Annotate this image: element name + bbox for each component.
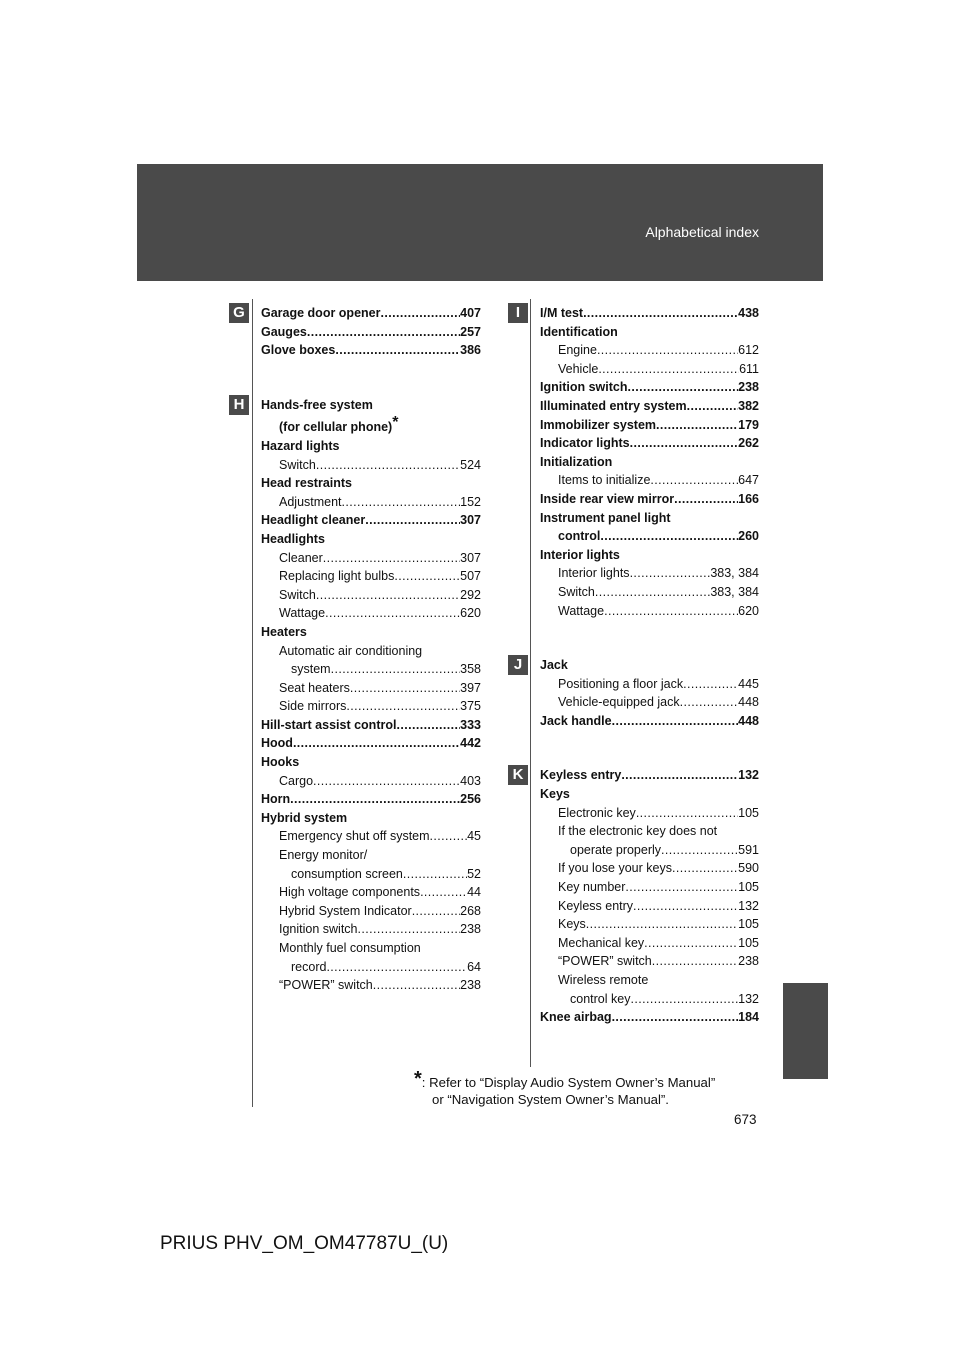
entry-page-ref: 524 [460, 457, 481, 472]
dot-leader [672, 859, 738, 878]
entry-term: Hybrid system [261, 810, 348, 825]
entry-term: Seat heaters [279, 680, 350, 695]
entry-page-ref: 407 [460, 306, 481, 320]
entry-page-ref: 105 [738, 880, 759, 895]
dot-leader [326, 958, 467, 977]
entry-page-ref: 383, 384 [710, 584, 759, 599]
entry-page-ref: 448 [738, 713, 759, 728]
index-entry [540, 416, 759, 435]
entry-term: Mechanical key [558, 935, 645, 950]
dot-leader [625, 878, 738, 897]
dot-leader [650, 471, 738, 490]
entry-term: If the electronic key does not [558, 824, 718, 839]
entry-term: I/M test [540, 306, 584, 320]
dot-leader [358, 920, 461, 939]
dot-leader [630, 564, 711, 583]
entry-term: Headlights [261, 531, 325, 546]
entry-term: Identification [540, 324, 618, 339]
index-entry [261, 809, 481, 828]
entry-page-ref: 166 [738, 491, 759, 506]
index-entry [540, 546, 759, 565]
entry-term: system [291, 662, 331, 677]
entry-term: Inside rear view mirror [540, 491, 675, 506]
entry-term: Keys [558, 917, 586, 932]
dot-leader [600, 527, 738, 546]
dot-leader [350, 679, 460, 698]
index-entry [261, 414, 481, 437]
entry-page-ref: 105 [738, 805, 759, 820]
index-entry [261, 604, 481, 623]
dot-leader [583, 304, 738, 323]
index-section-h [233, 395, 481, 995]
index-entry [540, 471, 759, 490]
entry-term: Hands-free system [261, 397, 373, 412]
entry-term: Interior lights [540, 547, 620, 562]
entry-term: control key [570, 991, 631, 1006]
index-entry [540, 304, 759, 323]
index-entry [540, 656, 759, 675]
entry-term: Hill-start assist control [261, 717, 397, 732]
entry-page-ref: 590 [738, 861, 759, 876]
index-entry [540, 878, 759, 897]
index-entry [261, 642, 481, 661]
dot-leader [316, 586, 460, 605]
section-letter-badge: K [508, 765, 528, 785]
entry-term: (for cellular phone) [279, 420, 393, 435]
entry-term: High voltage components [279, 885, 421, 900]
entry-term: Wireless remote [558, 973, 649, 987]
entry-page-ref: 307 [460, 550, 481, 565]
entry-page-ref: 132 [738, 898, 759, 913]
section-letter-badge: J [508, 655, 528, 675]
entry-term: Keyless entry [540, 768, 622, 783]
index-entry [540, 859, 759, 878]
entry-term: Glove boxes [261, 343, 336, 358]
dot-leader [412, 902, 460, 921]
index-entry [540, 712, 759, 731]
entry-page-ref: 238 [460, 978, 481, 993]
entry-term: Hazard lights [261, 438, 340, 453]
index-entry [261, 323, 481, 342]
entry-term: record [291, 959, 327, 974]
dot-leader [293, 734, 460, 753]
entry-page-ref: 448 [738, 695, 759, 710]
entry-term: Ignition switch [279, 922, 358, 937]
index-entry [261, 437, 481, 456]
entry-term: Horn [261, 792, 291, 807]
footnote-marker: * [414, 1068, 422, 1090]
document-id: PRIUS PHV_OM_OM47787U_(U) [160, 1233, 449, 1254]
entry-page-ref: 105 [738, 935, 759, 950]
dot-leader [342, 493, 461, 512]
dot-leader [586, 915, 738, 934]
entry-page-ref: 256 [460, 792, 481, 807]
entry-term: Initialization [540, 454, 613, 469]
index-entry [261, 976, 481, 995]
entry-term: Hooks [261, 755, 300, 770]
dot-leader [380, 304, 460, 323]
dot-leader [290, 790, 460, 809]
index-entry [261, 865, 481, 884]
footnote-line-2: or “Navigation System Owner’s Manual”. [432, 1091, 669, 1107]
index-entry [540, 766, 759, 785]
entry-term: Hood [261, 736, 293, 751]
entry-page-ref: 184 [738, 1010, 759, 1025]
dot-leader [325, 604, 460, 623]
entry-term: Key number [558, 880, 626, 895]
entry-term: Electronic key [558, 805, 636, 820]
dot-leader [396, 716, 460, 735]
index-entry [261, 679, 481, 698]
entry-term: Jack [540, 658, 568, 673]
dot-leader [661, 841, 738, 860]
entry-page-ref: 445 [738, 676, 759, 691]
index-entry [540, 804, 759, 823]
entry-page-ref: 620 [460, 606, 481, 621]
index-entry [540, 915, 759, 934]
section-title: Alphabetical index [645, 224, 759, 240]
entry-page-ref: 507 [460, 569, 481, 584]
index-entry [261, 511, 481, 530]
index-section-k [512, 766, 759, 1026]
entry-term: Cargo [279, 773, 314, 788]
entry-term: Immobilizer system [540, 417, 657, 432]
entry-page-ref: 260 [738, 529, 759, 544]
index-entry [261, 304, 481, 323]
entry-term: Headlight cleaner [261, 513, 366, 528]
right-index-column [512, 304, 759, 1027]
entry-term: Keyless entry [558, 898, 634, 913]
entry-page-ref: 358 [460, 662, 481, 677]
dot-leader [323, 549, 460, 568]
dot-leader [612, 712, 739, 731]
entry-term: Knee airbag [540, 1010, 612, 1025]
dot-leader [394, 567, 460, 586]
dot-leader [420, 883, 467, 902]
dot-leader [307, 323, 460, 342]
dot-leader [630, 434, 739, 453]
index-entry [261, 474, 481, 493]
thumb-index-tab [783, 983, 828, 1079]
index-entry [261, 939, 481, 958]
index-entry [261, 660, 481, 679]
index-entry [261, 716, 481, 735]
index-entry [540, 583, 759, 602]
dot-leader [335, 341, 460, 360]
entry-term: Interior lights [558, 566, 630, 581]
entry-term: Items to initialize [558, 473, 651, 488]
index-section-j [513, 656, 759, 730]
index-section-g [233, 304, 481, 360]
index-entry [261, 530, 481, 549]
dot-leader [674, 490, 738, 509]
dot-leader [430, 827, 468, 846]
index-entry [261, 549, 481, 568]
dot-leader [604, 602, 738, 621]
index-entry [540, 564, 759, 583]
dot-leader [316, 456, 460, 475]
dot-leader [680, 693, 739, 712]
index-entry [540, 509, 759, 528]
entry-page-ref: 64 [467, 959, 481, 974]
section-letter-badge: G [229, 303, 249, 323]
entry-page-ref: 611 [739, 361, 759, 376]
entry-term: Switch [558, 584, 595, 599]
index-entry [261, 902, 481, 921]
index-entry [261, 772, 481, 791]
index-entry [540, 841, 759, 860]
index-entry [261, 958, 481, 977]
entry-page-ref: 52 [467, 866, 481, 881]
entry-term: Energy monitor/ [279, 848, 368, 863]
dot-leader [403, 865, 467, 884]
entry-page-ref: 438 [738, 306, 759, 320]
index-entry [261, 883, 481, 902]
index-entry [261, 493, 481, 512]
entry-term: Monthly fuel consumption [279, 941, 421, 955]
entry-page-ref: 383, 384 [710, 566, 759, 581]
entry-term: Switch [279, 457, 316, 472]
entry-page-ref: 44 [467, 885, 481, 900]
entry-term: Jack handle [540, 713, 612, 728]
left-index-column [233, 304, 481, 995]
index-entry [540, 397, 759, 416]
page-number: 673 [734, 1112, 757, 1127]
dot-leader [346, 697, 460, 716]
index-entry [261, 697, 481, 716]
entry-term: operate properly [570, 842, 662, 857]
entry-term: Wattage [279, 606, 326, 621]
index-entry [261, 827, 481, 846]
dot-leader [313, 772, 460, 791]
entry-page-ref: 382 [738, 398, 759, 413]
dot-leader [644, 934, 738, 953]
entry-page-ref: 152 [460, 494, 481, 509]
header-band [137, 164, 823, 281]
index-entry [540, 897, 759, 916]
entry-term: Automatic air conditioning [279, 643, 423, 658]
index-entry [540, 323, 759, 342]
index-entry [540, 693, 759, 712]
dot-leader [597, 341, 738, 360]
index-entry [540, 341, 759, 360]
index-entry [540, 602, 759, 621]
index-entry [540, 434, 759, 453]
index-entry [261, 456, 481, 475]
entry-term: Gauges [261, 324, 307, 339]
dot-leader [628, 378, 739, 397]
index-entry [540, 527, 759, 546]
entry-page-ref: 403 [460, 773, 481, 788]
entry-page-ref: 386 [460, 343, 481, 358]
index-section-i [515, 304, 759, 620]
entry-term: Emergency shut off system [279, 829, 430, 844]
entry-term: Engine [558, 343, 597, 358]
entry-term: Switch [279, 587, 316, 602]
index-entry [540, 822, 759, 841]
entry-term: Head restraints [261, 476, 353, 491]
footnote-line-1: : Refer to “Display Audio System Owner’s Manual” [421, 1075, 716, 1090]
index-entry [540, 378, 759, 397]
entry-page-ref: 105 [738, 917, 759, 932]
index-entry [261, 586, 481, 605]
index-entry [261, 753, 481, 772]
index-entry [261, 396, 481, 415]
entry-term: If you lose your keys [558, 861, 672, 876]
entry-page-ref: 238 [738, 380, 759, 395]
entry-term: control [558, 529, 601, 544]
dot-leader [373, 976, 460, 995]
entry-term: “POWER” switch [279, 978, 373, 993]
footnote-asterisk: * [392, 414, 399, 432]
index-entry [540, 360, 759, 379]
entry-term: Wattage [558, 603, 605, 618]
entry-term: Keys [540, 787, 570, 802]
entry-term: Instrument panel light [540, 510, 671, 525]
entry-term: Ignition switch [540, 380, 628, 395]
entry-page-ref: 179 [738, 417, 759, 432]
dot-leader [633, 897, 738, 916]
dot-leader [612, 1008, 739, 1027]
entry-term: Positioning a floor jack [558, 676, 684, 691]
entry-page-ref: 647 [738, 473, 759, 488]
index-entry [540, 1008, 759, 1027]
entry-term: Vehicle [558, 361, 599, 376]
entry-page-ref: 262 [738, 436, 759, 451]
left-column-rule [252, 299, 253, 1107]
center-column-rule [530, 299, 531, 1067]
section-letter-badge: I [508, 303, 528, 323]
entry-page-ref: 292 [460, 587, 481, 602]
entry-page-ref: 442 [460, 736, 481, 751]
index-entry [540, 934, 759, 953]
dot-leader [598, 360, 739, 379]
index-entry [540, 675, 759, 694]
entry-page-ref: 268 [460, 903, 481, 918]
index-entry [261, 567, 481, 586]
entry-term: Adjustment [279, 494, 342, 509]
entry-term: Vehicle-equipped jack [558, 695, 680, 710]
entry-page-ref: 257 [460, 324, 481, 339]
entry-page-ref: 620 [738, 603, 759, 618]
dot-leader [687, 397, 739, 416]
index-entry [540, 990, 759, 1009]
entry-term: Garage door opener [261, 306, 381, 320]
dot-leader [683, 675, 738, 694]
entry-page-ref: 238 [738, 954, 759, 969]
entry-page-ref: 612 [738, 343, 759, 358]
entry-term: “POWER” switch [558, 954, 652, 969]
index-entry [261, 341, 481, 360]
index-entry [261, 734, 481, 753]
entry-term: Heaters [261, 624, 307, 639]
entry-page-ref: 307 [460, 513, 481, 528]
entry-page-ref: 238 [460, 922, 481, 937]
index-entry [261, 790, 481, 809]
dot-leader [621, 766, 738, 785]
index-entry [540, 785, 759, 804]
index-entry [540, 453, 759, 472]
dot-leader [365, 511, 460, 530]
footnote [414, 1068, 716, 1108]
dot-leader [652, 952, 738, 971]
dot-leader [331, 660, 461, 679]
entry-page-ref: 591 [738, 842, 759, 857]
entry-term: Replacing light bulbs [279, 569, 395, 584]
dot-leader [595, 583, 711, 602]
dot-leader [636, 804, 738, 823]
entry-term: Indicator lights [540, 436, 630, 451]
entry-term: Illuminated entry system [540, 398, 687, 413]
entry-term: consumption screen [291, 866, 403, 881]
entry-term: Cleaner [279, 550, 323, 565]
index-entry [540, 490, 759, 509]
index-entry [261, 846, 481, 865]
entry-page-ref: 132 [738, 768, 759, 783]
section-letter-badge: H [229, 395, 249, 415]
index-entry [261, 920, 481, 939]
entry-term: Side mirrors [279, 699, 347, 714]
entry-page-ref: 397 [460, 680, 481, 695]
entry-page-ref: 375 [460, 699, 481, 714]
dot-leader [630, 990, 738, 1009]
entry-page-ref: 45 [467, 829, 481, 844]
index-entry [540, 971, 759, 990]
index-entry [261, 623, 481, 642]
entry-term: Hybrid System Indicator [279, 903, 412, 918]
dot-leader [656, 416, 738, 435]
index-entry [540, 952, 759, 971]
entry-page-ref: 132 [738, 991, 759, 1006]
entry-page-ref: 333 [460, 717, 481, 732]
